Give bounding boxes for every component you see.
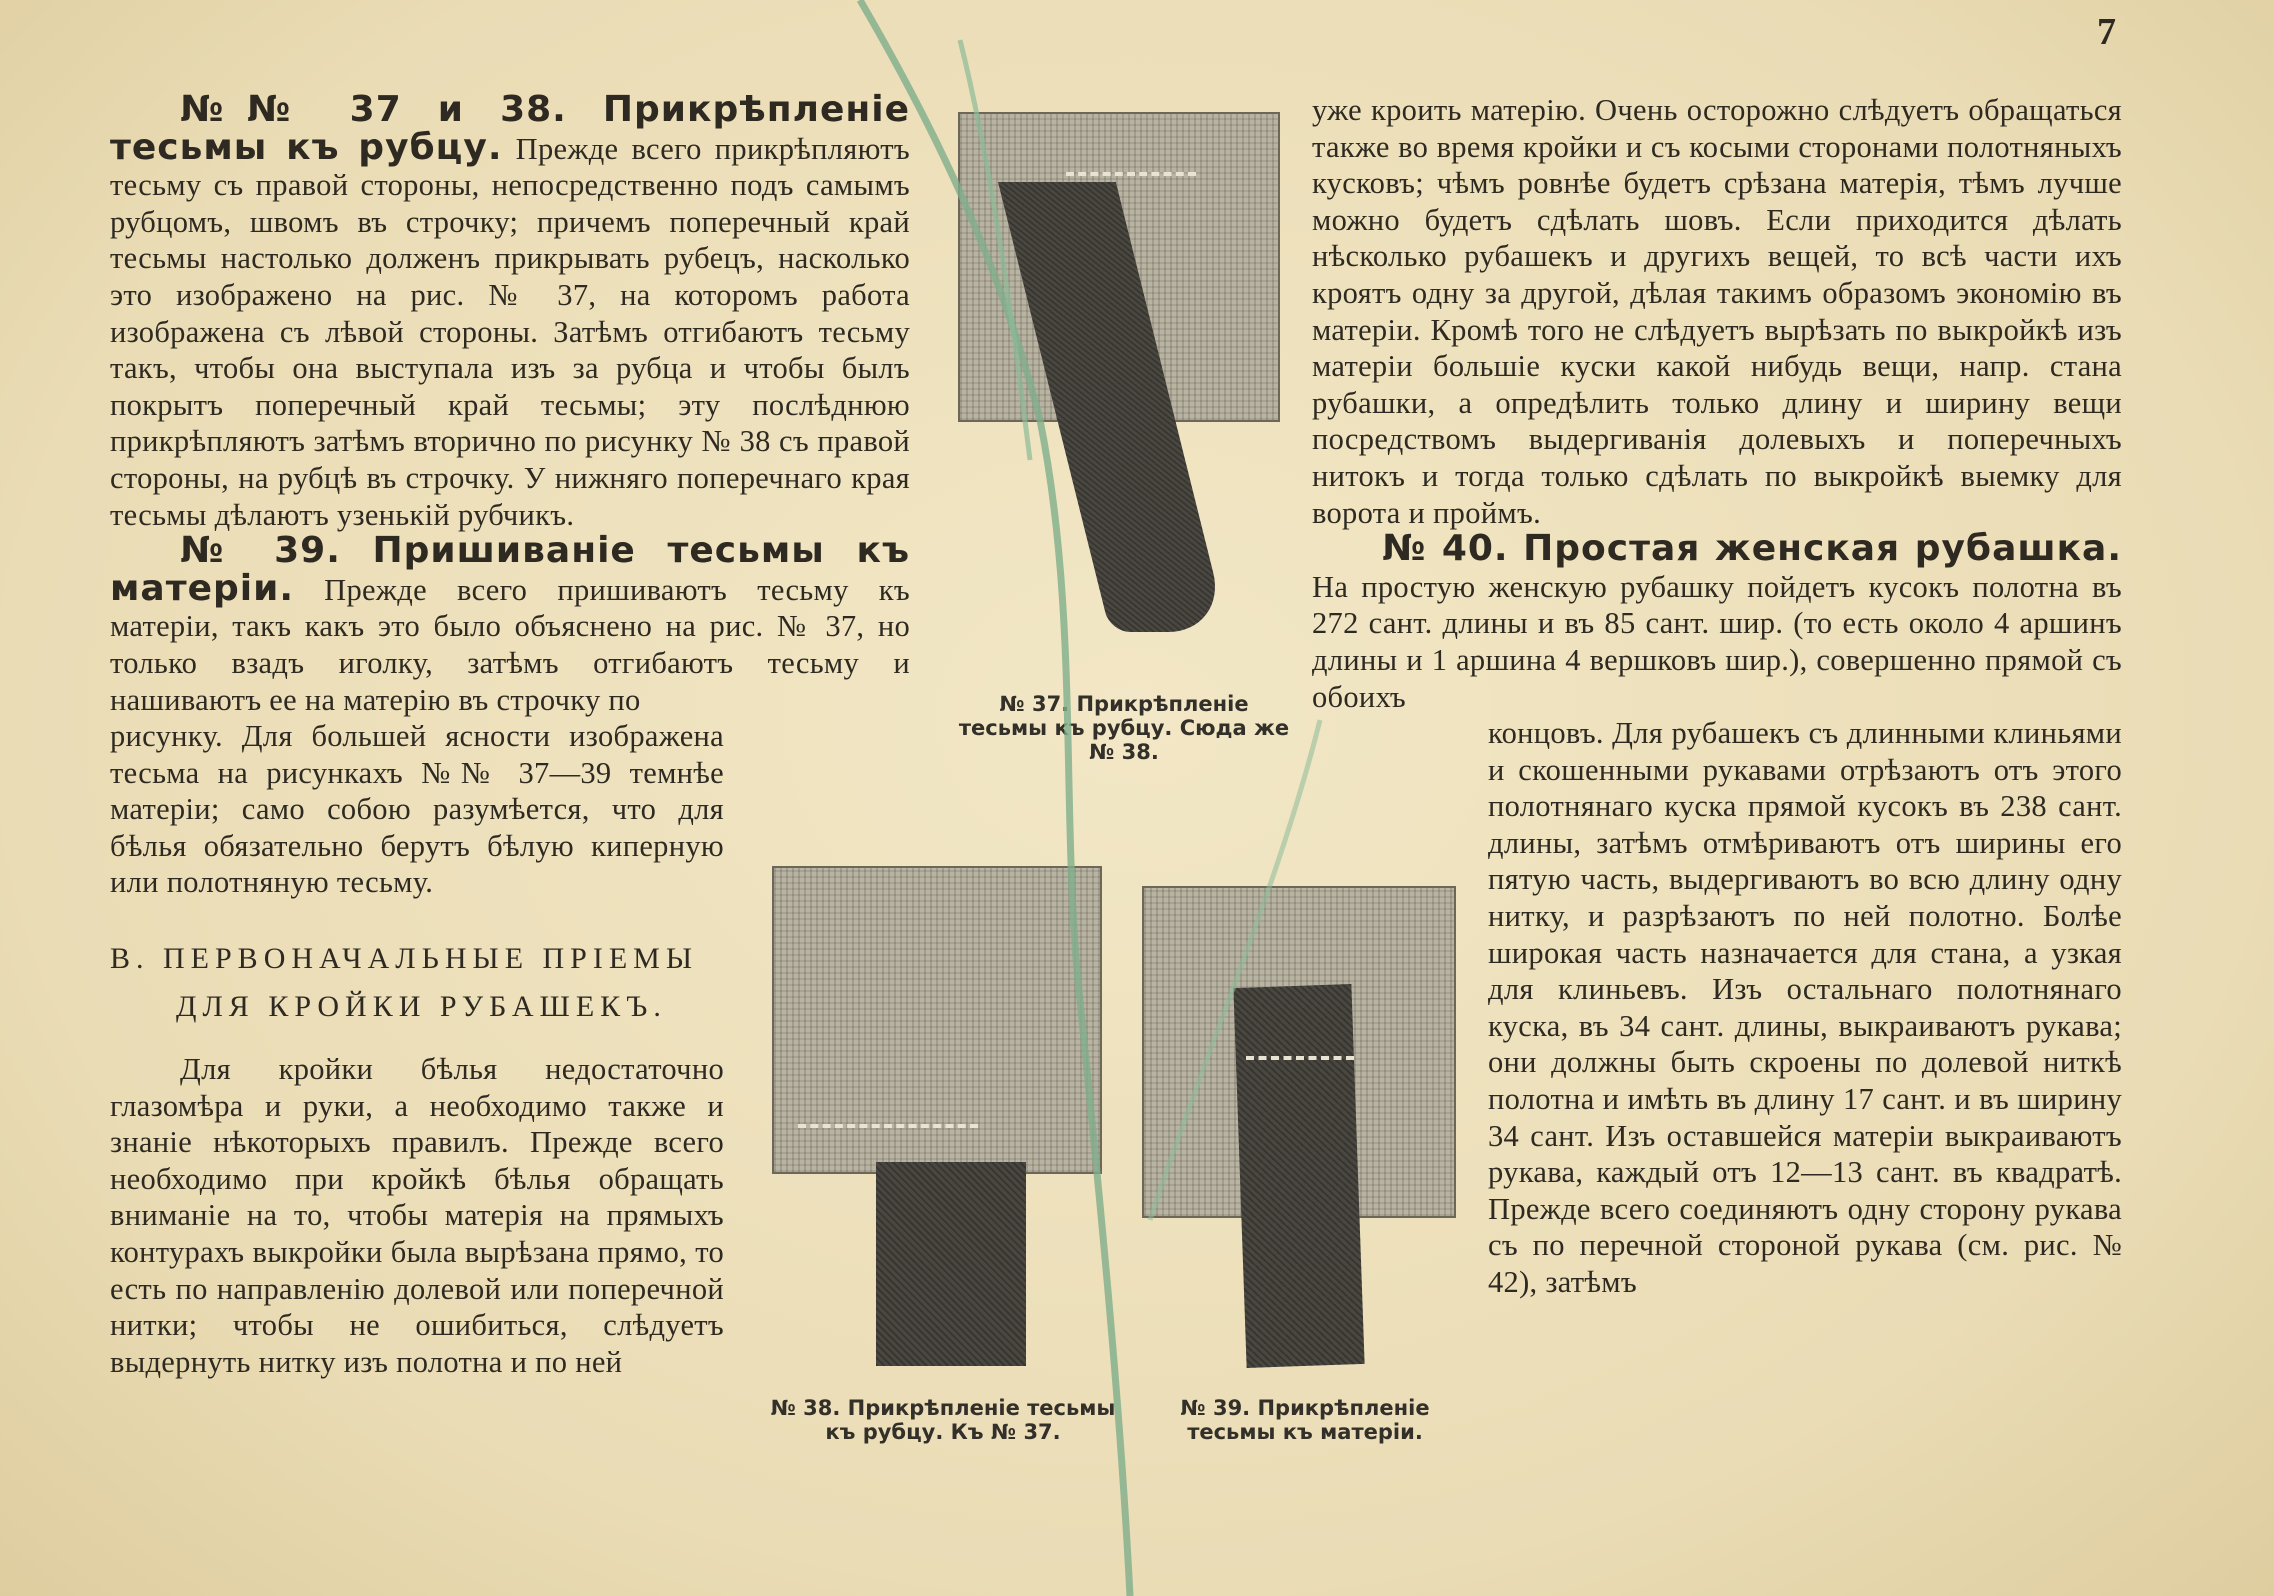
fig38-caption: № 38. Прикрѣпленіе тесьмы къ рубцу. Къ № 37. <box>770 1396 1116 1444</box>
text-40-wide: На простую женскую рубашку пойдетъ кусокъ полотна въ 272 сант. длины и въ 85 сант. шир. (то есть около 4 аршинъ длины и 1 аршина 4 вершковъ шир.), совершенно прямой съ обоихъ <box>1312 569 2122 714</box>
section-title-line1: B. ПЕРВОНАЧАЛЬНЫЕ ПРІЕМЫ <box>110 942 699 976</box>
heading-37-38: №№ 37 и 38. Прикрѣпленіе тесьмы къ рубцу. <box>110 89 910 168</box>
fig37-caption: № 37. Прикрѣпленіе тесьмы къ рубцу. Сюда же № 38. <box>958 692 1290 764</box>
stem-path-1 <box>860 0 1130 1596</box>
stem-path-2 <box>960 40 1030 460</box>
page-number: 7 <box>2097 11 2116 53</box>
paragraph-40-narrow: концовъ. Для рубашекъ съ длинными клиньями и скошенными рукавами отрѣзаютъ отъ этого полотнянаго куска прямой кусокъ въ 238 сант. длины, затѣмъ отмѣриваютъ отъ ширины его пятую часть, выдергиваютъ во всю длину одну нитку, и разрѣзаютъ по ней полотно. Болѣе широкая часть назначается для стана, а узкая для клиньевъ. Изъ остальнаго полотнянаго куска, въ 34 сант. длины, выкраиваютъ рукава; они должны быть скроены по долевой ниткѣ полотна и имѣть въ длину 17 сант. и въ ширину 34 сант. Изъ оставшейся матеріи выкраиваютъ рукава, каждый отъ 12—13 сант. въ квадратѣ. Прежде всего соединяютъ одну сторону рукава съ по перечной стороной рукава (см. рис. № 42), затѣмъ <box>1488 716 2122 1299</box>
paragraph-39-narrow: рисунку. Для большей ясности изображена тесьма на рисункахъ №№ 37—39 темнѣе матеріи; само собою разумѣется, что для бѣлья обязательно берутъ бѣлую киперную или полотняную тесьму. <box>110 719 724 900</box>
heading-40: № 40. Простая женская рубашка. <box>1382 528 2122 570</box>
text-37-38: Прежде всего прикрѣпляютъ тесьму съ правой стороны, непосредственно подъ самымъ рубцомъ, швомъ въ строчку; причемъ поперечный край тесьмы настолько долженъ прикрывать рубецъ, насколько это изображено на рис. № 37, на которомъ работа изображена съ лѣвой стороны. Затѣмъ отгибаютъ тесьму такъ, чтобы она выступала изъ за рубца и чтобы былъ покрытъ поперечный край тесьмы; эту послѣднюю прикрѣпляютъ затѣмъ вторично по рисунку № 38 съ правой стороны, на рубцѣ въ строчку. У нижняго поперечнаго края тесьмы дѣлаютъ узенькій рубчикъ. <box>110 131 910 532</box>
section-title-line2: ДЛЯ КРОЙКИ РУБАШЕКЪ. <box>176 990 667 1024</box>
paragraph-cutting-cont: уже кроить матерію. Очень осторожно слѣдуетъ обращаться также во время кройки и съ косыми сторонами полотняныхъ кусковъ; чѣмъ ровнѣе будетъ срѣзана матерія, тѣмъ лучше можно будетъ сдѣлать шовъ. Если приходится дѣлать нѣсколько рубашекъ и другихъ вещей, то всѣ части ихъ кроятъ одну за другой, дѣлая такимъ образомъ экономію въ матеріи. Кромѣ того не слѣдуетъ вырѣзать по выкройкѣ изъ матеріи большіе куски какой нибудь вещи, напр. стана рубашки, а опредѣлить только длину и ширину вещи посредствомъ выдергиванія долевыхъ и поперечныхъ нитокъ и тогда только сдѣлать по выкройкѣ выемку для ворота и проймъ. <box>1312 93 2122 530</box>
stem-path-3 <box>1150 720 1320 1220</box>
text-39-wide: Прежде всего пришиваютъ тесьму къ матеріи, такъ какъ это было объяснено на рис. № 37, но только взадъ иголку, затѣмъ отгибаютъ тесьму и нашиваютъ ее на матерію въ строчку по <box>110 572 910 717</box>
fig39-caption: № 39. Прикрѣпленіе тесьмы къ матеріи. <box>1180 1396 1430 1444</box>
paragraph-cutting: Для кройки бѣлья недостаточно глазомѣра и руки, а необходимо также и знаніе нѣкоторыхъ правилъ. Прежде всего необходимо при кройкѣ бѣлья обращать вниманіе на то, чтобы матерія на прямыхъ контурахъ выкройки была вырѣзана прямо, то есть по направленію долевой или поперечной нитки; чтобы не ошибиться, слѣдуетъ выдернуть нитку изъ полотна и по ней <box>110 1052 724 1379</box>
heading-39: № 39. Пришиваніе тесьмы къ матеріи. <box>110 530 910 609</box>
